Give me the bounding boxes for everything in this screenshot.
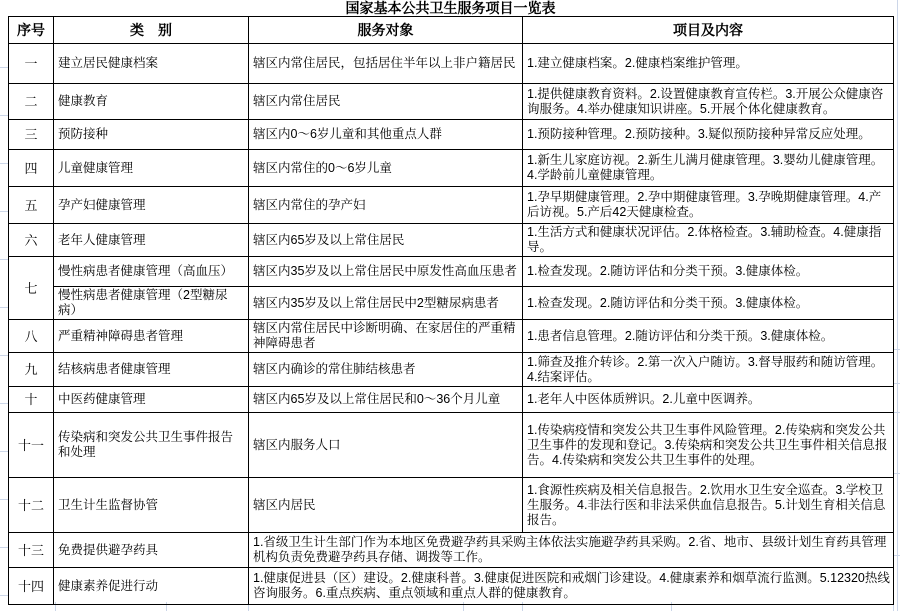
content-cell-merged: 1.省级卫生计生部门作为本地区免费避孕药具采购主体依法实施避孕药具采购。2.省、地市、县级计划生育药具管理机构负责免费避孕药具存储、调拨等工作。: [249, 533, 894, 568]
target-cell: 辖区内65岁及以上常住居民: [249, 224, 523, 257]
health-services-table: [8, 16, 894, 605]
table-row: [9, 120, 894, 150]
target-cell: 辖区内服务人口: [249, 413, 523, 478]
right-margin-gridline-seg: [893, 383, 900, 384]
table-row: [9, 387, 894, 413]
category-cell: 健康素养促进行动: [54, 568, 249, 605]
table-row: [9, 257, 894, 287]
content-cell: 1.传染病疫情和突发公共卫生事件风险管理。2.传染病和突发公共卫生事件的发现和登记。3.传染病和突发公共卫生事件相关信息报告。4.传染病和突发公共卫生事件的处理。: [523, 413, 894, 478]
right-margin-gridline-seg: [893, 349, 900, 350]
row-number-cell: 七: [9, 257, 54, 320]
category-cell: 预防接种: [54, 120, 249, 150]
content-cell: 1.提供健康教育资料。2.设置健康教育宣传栏。3.开展公众健康咨询服务。4.举办健康知识讲座。5.开展个体化健康教育。: [523, 84, 894, 120]
header-row: [9, 17, 894, 44]
header-category: 类 别: [54, 17, 249, 44]
target-cell: 辖区内35岁及以上常住居民中原发性高血压患者: [249, 257, 523, 287]
target-cell: 辖区内居民: [249, 478, 523, 533]
right-margin-gridline-seg: [893, 473, 900, 474]
left-margin-gridlines: [0, 20, 8, 605]
table-row: [9, 320, 894, 353]
row-number-cell: 三: [9, 120, 54, 150]
table-row: [9, 44, 894, 84]
target-cell: 辖区内65岁及以上常住居民和0～36个月儿童: [249, 387, 523, 413]
category-cell: 严重精神障碍患者管理: [54, 320, 249, 353]
table-row: [9, 568, 894, 605]
header-target: 服务对象: [249, 17, 523, 44]
table-row: [9, 533, 894, 568]
category-cell: 老年人健康管理: [54, 224, 249, 257]
content-cell: 1.生活方式和健康状况评估。2.体格检查。3.辅助检查。4.健康指导。: [523, 224, 894, 257]
target-cell: 辖区内常住居民中诊断明确、在家居住的严重精神障碍患者: [249, 320, 523, 353]
category-cell: 卫生计生监督协管: [54, 478, 249, 533]
row-number-cell: 十二: [9, 478, 54, 533]
row-number-cell: 九: [9, 353, 54, 387]
content-cell: 1.检查发现。2.随访评估和分类干预。3.健康体检。: [523, 287, 894, 320]
table-row: [9, 187, 894, 224]
content-cell: 1.筛查及推介转诊。2.第一次入户随访。3.督导服药和随访管理。4.结案评估。: [523, 353, 894, 387]
target-cell: 辖区内35岁及以上常住居民中2型糖尿病患者: [249, 287, 523, 320]
target-cell: 辖区内0～6岁儿童和其他重点人群: [249, 120, 523, 150]
content-cell: 1.预防接种管理。2.预防接种。3.疑似预防接种异常反应处理。: [523, 120, 894, 150]
header-content: 项目及内容: [523, 17, 894, 44]
table-row: [9, 84, 894, 120]
row-number-cell: 五: [9, 187, 54, 224]
category-cell: 孕产妇健康管理: [54, 187, 249, 224]
category-cell: 传染病和突发公共卫生事件报告和处理: [54, 413, 249, 478]
row-number-cell: 一: [9, 44, 54, 84]
row-number-cell: 十一: [9, 413, 54, 478]
row-number-cell: 十: [9, 387, 54, 413]
table-row: [9, 224, 894, 257]
content-cell: 1.患者信息管理。2.随访评估和分类干预。3.健康体检。: [523, 320, 894, 353]
category-cell: 健康教育: [54, 84, 249, 120]
category-cell: 建立居民健康档案: [54, 44, 249, 84]
row-number-cell: 六: [9, 224, 54, 257]
target-cell: 辖区内常住居民，包括居住半年以上非户籍居民: [249, 44, 523, 84]
category-cell: 慢性病患者健康管理（2型糖尿病）: [54, 287, 249, 320]
category-cell: 免费提供避孕药具: [54, 533, 249, 568]
category-cell: 中医药健康管理: [54, 387, 249, 413]
content-cell: 1.新生儿家庭访视。2.新生儿满月健康管理。3.婴幼儿健康管理。4.学龄前儿童健康管理。: [523, 150, 894, 187]
row-number-cell: 八: [9, 320, 54, 353]
content-cell: 1.检查发现。2.随访评估和分类干预。3.健康体检。: [523, 257, 894, 287]
row-number-cell: 十三: [9, 533, 54, 568]
target-cell: 辖区内常住的孕产妇: [249, 187, 523, 224]
content-cell-merged: 1.健康促进县（区）建设。2.健康科普。3.健康促进医院和戒烟门诊建设。4.健康素养和烟草流行监测。5.12320热线咨询服务。6.重点疾病、重点领域和重点人群的健康教育。: [249, 568, 894, 605]
target-cell: 辖区内常住的0～6岁儿童: [249, 150, 523, 187]
category-cell: 慢性病患者健康管理（高血压）: [54, 257, 249, 287]
table-row: [9, 478, 894, 533]
row-number-cell: 二: [9, 84, 54, 120]
table-row: [9, 413, 894, 478]
header-number: 序号: [9, 17, 54, 44]
target-cell: 辖区内确诊的常住肺结核患者: [249, 353, 523, 387]
right-margin-gridline-seg: [893, 555, 900, 556]
content-cell: 1.孕早期健康管理。2.孕中期健康管理。3.孕晚期健康管理。4.产后访视。5.产后42天健康检查。: [523, 187, 894, 224]
right-margin-gridline-seg: [893, 412, 900, 413]
target-cell: 辖区内常住居民: [249, 84, 523, 120]
category-cell: 结核病患者健康管理: [54, 353, 249, 387]
table-row: [9, 353, 894, 387]
category-cell: 儿童健康管理: [54, 150, 249, 187]
content-cell: 1.建立健康档案。2.健康档案维护管理。: [523, 44, 894, 84]
table-row: [9, 287, 894, 320]
table-row: [9, 150, 894, 187]
row-number-cell: 四: [9, 150, 54, 187]
right-margin-gridline: [897, 0, 898, 611]
content-cell: 1.食源性疾病及相关信息报告。2.饮用水卫生安全巡查。3.学校卫生服务。4.非法行医和非法采供血信息报告。5.计划生育相关信息报告。: [523, 478, 894, 533]
content-cell: 1.老年人中医体质辨识。2.儿童中医调养。: [523, 387, 894, 413]
row-number-cell: 十四: [9, 568, 54, 605]
page-title: 国家基本公共卫生服务项目一览表: [345, 0, 556, 16]
